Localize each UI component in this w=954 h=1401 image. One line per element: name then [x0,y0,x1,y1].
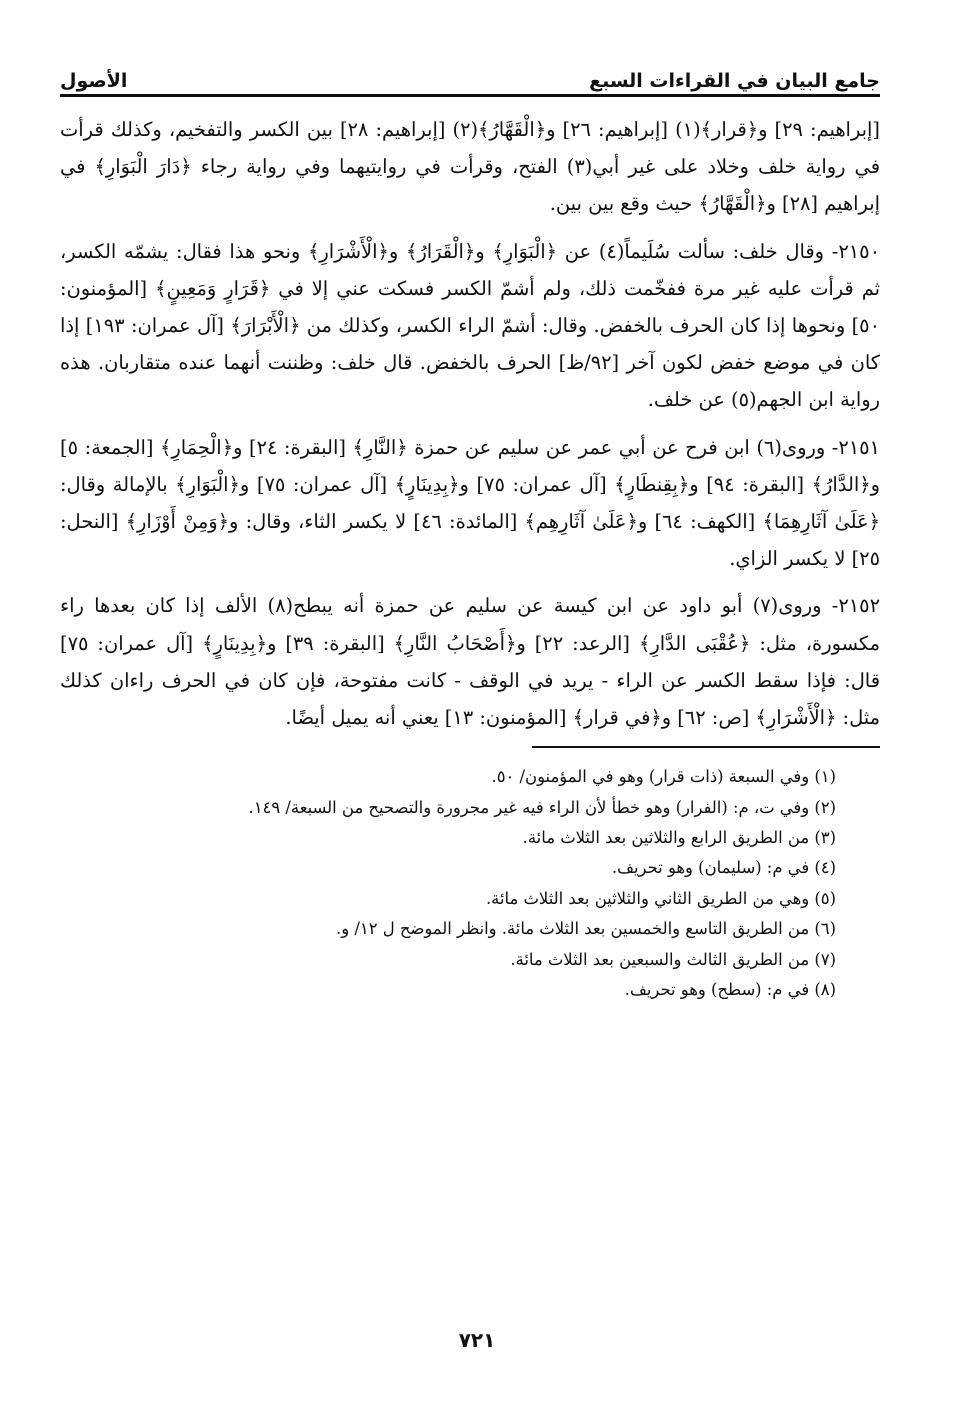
footnote-item: (٢) وفي ت، م: (الفرار) وهو خطأ لأن الراء فيه غير مجرورة والتصحيح من السبعة/ ١٤٩. [248,797,836,817]
footnote-item: (٣) من الطريق الرابع والثلاثين بعد الثلاث مائة. [522,828,836,848]
book-page [60,42,880,1006]
paragraph-2152: ٢١٥٢- وروى(٧) أبو داود عن ابن كيسة عن سليم عن حمزة أنه يبطح(٨) الألف إذا كان بعدها راء مكسورة، مثل: ﴿عُقْبَى الدَّارِ﴾ [الرعد: ٢٢] و﴿أَصْحَابُ النَّارِ﴾ [البقرة: ٣٩] و﴿بِدِينَارٍ﴾ [آل عمران: ٧٥] قال: فإذا سقط الكسر عن الراء - يريد في الوقف - كانت مفتوحة، فإن كان في الحرف راءان كذلك مثل: ﴿الْأَشْرَارِ﴾ [ص: ٦٢] و﴿في قرار﴾ [المؤمنون: ١٣] يعني أنه يميل أيضًا. [60,594,880,730]
paragraph-1: [إبراهيم: ٢٩] و﴿قرار﴾(١) [إبراهيم: ٢٦] و﴿الْقَهَّارُ﴾(٢) [إبراهيم: ٢٨] بين الكسر والتفخيم، وكذلك قرأت في رواية خلف وخلاد على غير أبي(٣) الفتح، وقرأت في روايتيهما وفي رواية رجاء ﴿دَارَ الْبَوَارِ﴾ في إبراهيم [٢٨] و﴿الْقَهَّارُ﴾ حيث وقع بين بين. [60,118,880,216]
footnote-item: (٥) وهي من الطريق الثاني والثلاثين بعد الثلاث مائة. [485,888,836,908]
paragraph-2151: ٢١٥١- وروى(٦) ابن فرح عن أبي عمر عن سليم عن حمزة ﴿النَّارِ﴾ [البقرة: ٢٤] و﴿الْحِمَارِ﴾ [الجمعة: ٥] و﴿الدَّارُ﴾ [البقرة: ٩٤] و﴿بِقِنطَارٍ﴾ [آل عمران: ٧٥] و﴿بِدِينَارٍ﴾ [آل عمران: ٧٥] و﴿الْبَوَارِ﴾ بالإمالة وقال: ﴿عَلَىٰ آثَارِهِمَا﴾ [الكهف: ٦٤] و﴿عَلَىٰ آثَارِهِم﴾ [المائدة: ٤٦] لا يكسر الثاء، وقال: و﴿وَمِنْ أَوْزَارِ﴾ [النحل: ٢٥] لا يكسر الزاي. [60,435,880,571]
paragraph-2150: ٢١٥٠- وقال خلف: سألت سُلَيماً(٤) عن ﴿الْبَوَارِ﴾ و﴿الْقَرَارُ﴾ و﴿الْأَشْرَارِ﴾ ونحو هذا فقال: يشمّه الكسر، ثم قرأت عليه غير مرة ففخّمت ذلك، ولم أشمّ الكسر فسكت عني إلا في ﴿قَرَارٍ وَمَعِينٍ﴾ [المؤمنون: ٥٠] ونحوها إذا كان الحرف بالخفض. وقال: أشمّ الراء الكسر، وكذلك من ﴿الْأَبْرَارَ﴾ [آل عمران: ١٩٣] إذا كان في موضع خفض لكون آخر [٩٢/ظ] الحرف بالخفض. قال خلف: وظننت أنهما عنده متقاربان. هذه رواية ابن الجهم(٥) عن خلف. [60,239,881,412]
page-number: ٧٢١ [458,1328,496,1352]
book-title: جامع البيان في القراءات السبع [589,70,880,92]
footnotes [60,762,880,1005]
footnote-item: (١) وفي السبعة (ذات قرار) وهو في المؤمنون/ ٥٠. [491,767,836,787]
footnote-item: (٧) من الطريق الثالث والسبعين بعد الثلاث مائة. [510,949,836,969]
footnote-item: (٨) في م: (سطح) وهو تحريف. [624,980,836,1000]
footnote-item: (٦) من الطريق التاسع والخمسين بعد الثلاث مائة. وانظر الموضح ل ١٢/ و. [336,919,836,939]
running-header [60,42,880,92]
header-rule [60,94,880,97]
footnote-separator [532,746,880,748]
section-title: الأصول [60,70,128,92]
footnote-item: (٤) في م: (سليمان) وهو تحريف. [611,858,836,878]
main-text [60,111,880,736]
